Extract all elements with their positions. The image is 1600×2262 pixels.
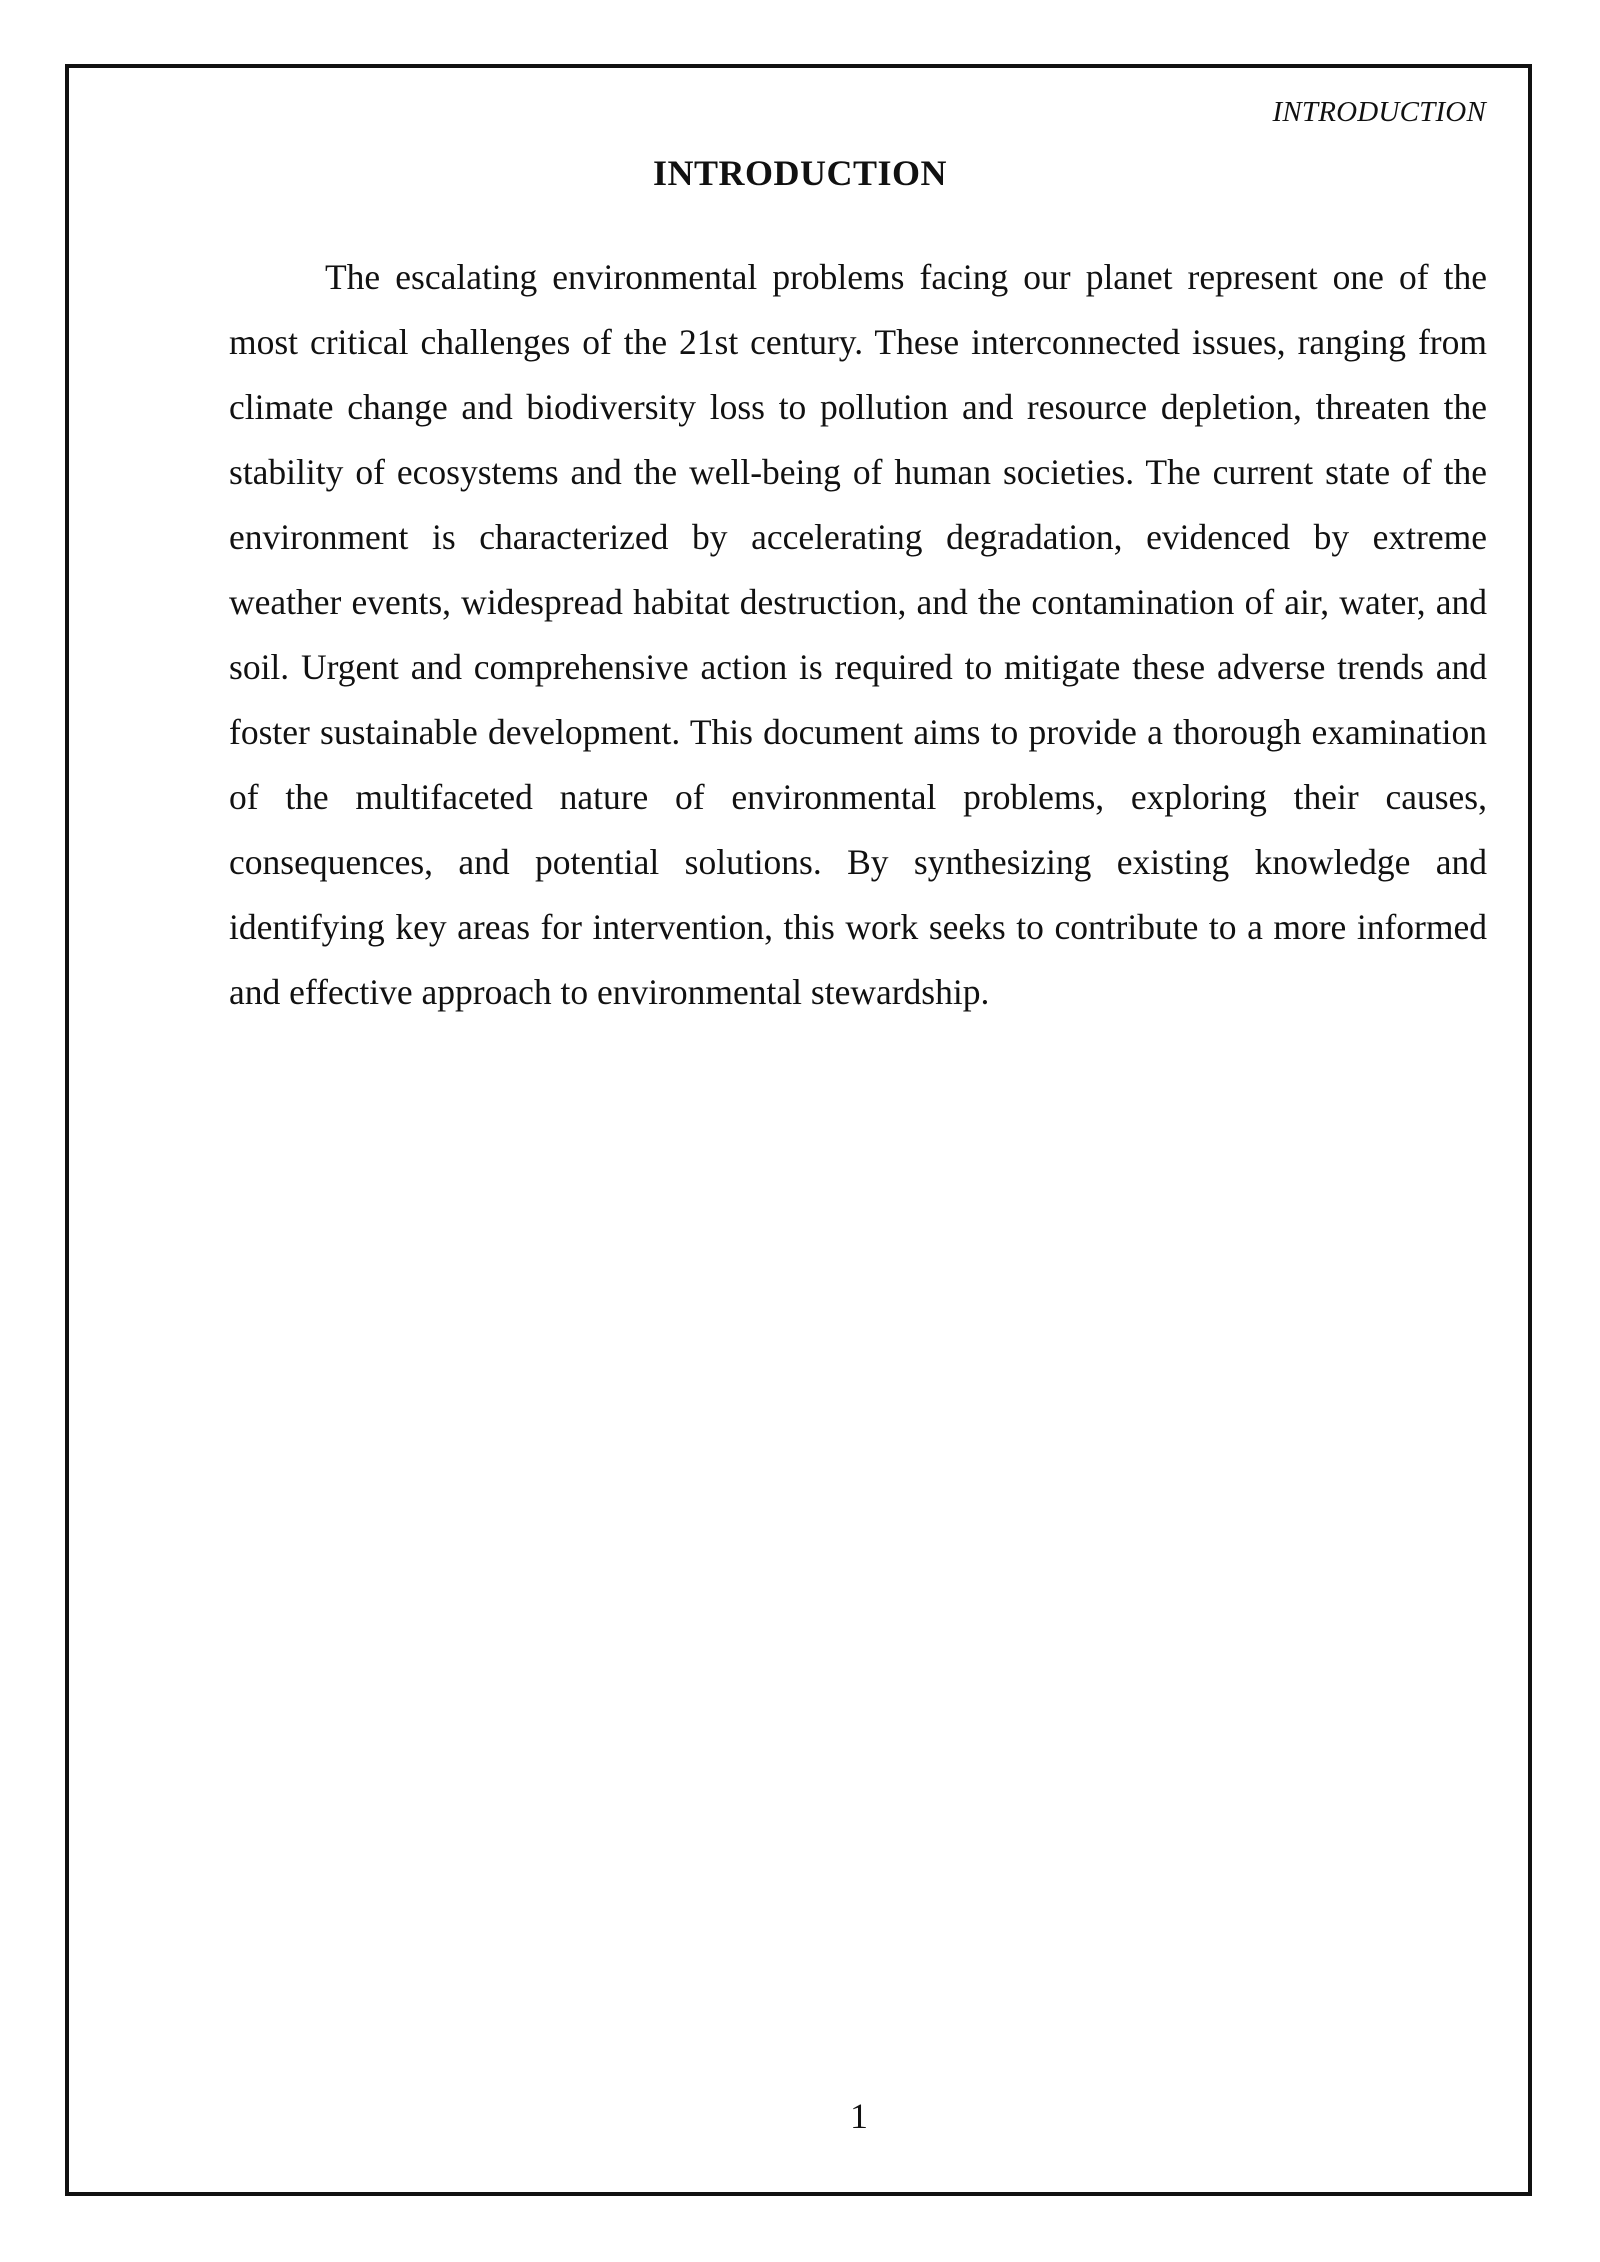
page-title: INTRODUCTION (652, 153, 948, 193)
page-number: 1 (850, 2096, 868, 2136)
body-paragraph: The escalating environmental problems facing our planet represent one of the most critical challenges of the 21st century. These interconnected issues, ranging from climate change and biodiversity loss to pollution and resource depletion, threaten the stability of ecosystems and the well-being of human societies. The current state of the environment is characterized by accelerating degradation, evidenced by extreme weather events, widespread habitat destruction, and the contamination of air, water, and soil. Urgent and comprehensive action is required to mitigate these adverse trends and foster sustainable development. This document aims to provide a thorough examination of the multifaceted nature of environmental problems, exploring their causes, consequences, and potential solutions. By synthesizing existing knowledge and identifying key areas for intervention, this work seeks to contribute to a more informed and effective approach to environmental stewardship. (229, 257, 1487, 1012)
running-header: INTRODUCTION (1272, 96, 1486, 128)
